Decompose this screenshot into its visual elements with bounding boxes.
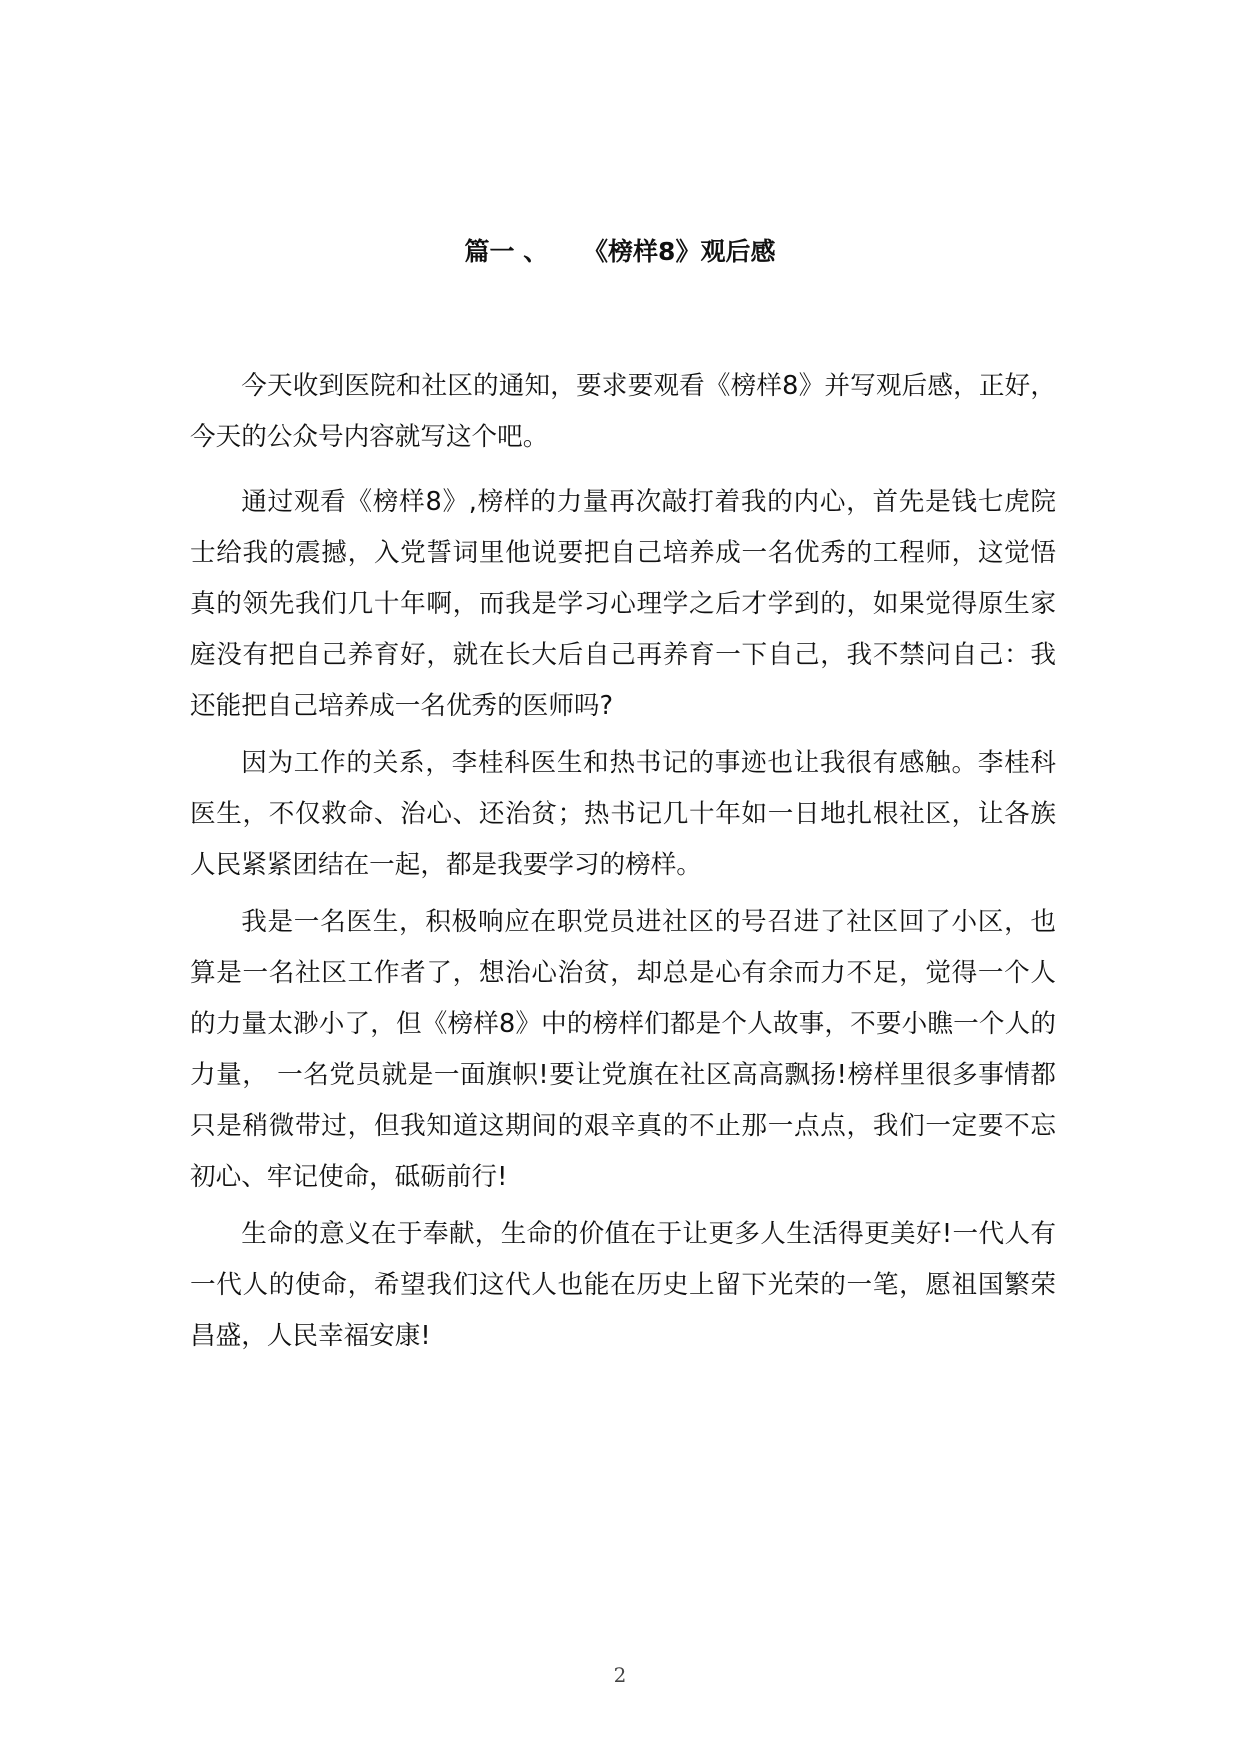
paragraph-5: 生命的意义在于奉献，生命的价值在于让更多人生活得更美好!一代人有一代人的使命，希望我们这代人也能在历史上留下光荣的一笔，愿祖国繁荣昌盛，人民幸福安康! xyxy=(190,1219,1056,1351)
paragraph-4: 我是一名医生，积极响应在职党员进社区的号召进了社区回了小区，也算是一名社区工作者了，想治心治贫，却总是心有余而力不足，觉得一个人的力量太渺小了，但《榜样8》中的榜样们都是个人故事，不要小瞧一个人的力量， 一名党员就是一面旗帜!要让党旗在社区高高飘扬!榜样里很多事情都只是稍微带过，但我知道这期间的艰辛真的不止那一点点，我们一定要不忘初心、牢记使命，砥砺前行! xyxy=(190,907,1056,1192)
page-number: 2 xyxy=(613,1663,627,1687)
document-body xyxy=(190,361,1056,1362)
paragraph-2: 通过观看《榜样8》,榜样的力量再次敲打着我的内心，首先是钱七虎院士给我的震撼，入党誓词里他说要把自己培养成一名优秀的工程师，这觉悟真的领先我们几十年啊，而我是学习心理学之后才学到的，如果觉得原生家庭没有把自己养育好，就在长大后自己再养育一下自己，我不禁问自己：我还能把自己培养成一名优秀的医师吗? xyxy=(190,487,1056,721)
document-title: 篇一 、 《榜样8》观后感 xyxy=(464,237,776,266)
paragraph-3: 因为工作的关系，李桂科医生和热书记的事迹也让我很有感触。李桂科医生，不仅救命、治心、还治贫；热书记几十年如一日地扎根社区，让各族人民紧紧团结在一起，都是我要学习的榜样。 xyxy=(190,748,1056,880)
paragraph-1: 今天收到医院和社区的通知，要求要观看《榜样8》并写观后感，正好，今天的公众号内容就写这个吧。 xyxy=(190,371,1056,452)
